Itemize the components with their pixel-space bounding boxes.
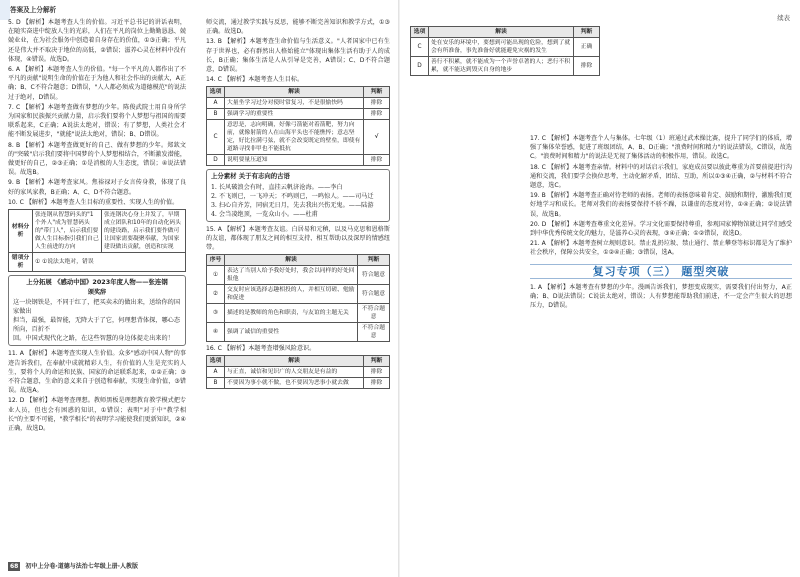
table-cell: 排除 [364, 155, 390, 166]
table-label-material: 材料分析 [9, 210, 33, 253]
table-row [207, 378, 390, 389]
ancient-title-label: 上分素材 [211, 172, 237, 181]
table-cell: 不符合题意 [358, 323, 390, 342]
table-row [207, 109, 390, 120]
extension-title-label: 上分拓展 [26, 278, 52, 287]
table-cell: 善行不积累，就不能成为一个声誉卓著的人；恶行不积累，就不能达到毁灭自身的地步 [429, 57, 574, 76]
extension-line: 回。中国式现代化之路，在这些智慧的身边体提走出来的！ [13, 335, 174, 343]
q14-table [206, 86, 390, 166]
answer-q16: 16. C 【解析】本题考查增强风险意识。 [206, 345, 316, 353]
extension-book-label: 《感动中国》2023年度人物——张连钢 [54, 278, 168, 287]
table-cell-material-a: 张连钢从智慧码头的"1个外人"成为智慧码头的"带门人"，启示我们要做人生目标指引我们自己人生前进的方向 [33, 210, 102, 253]
answer-q17: 17. C 【解析】本题考查个人与集体。七年级（1）班通过武术操比赛，提升了同学们的体质，增强了集体荣誉感，促进了班级团结，A、B、D正确；"浪费时间和精力"的说法错误，C错误，故选C。"浪费时间和精力"的说法是无视了集体活动的积极作用，错误。故选C。 [530, 135, 792, 161]
table-header: 解读 [225, 87, 364, 98]
table-row [207, 367, 390, 378]
table-cell: A [207, 367, 225, 378]
table-row [207, 323, 390, 342]
table-cell: 排除 [364, 367, 390, 378]
table-row [207, 120, 390, 155]
table-header: 判断 [364, 87, 390, 98]
ancient-quote: 4. 会当凌绝顶，一览众山小。——杜甫 [211, 210, 318, 218]
continued-label: 续表 [777, 14, 790, 22]
table-cell: C [411, 38, 429, 57]
extension-subtitle: 颁奖辞 [87, 289, 107, 297]
section-title: 复习专项（三） 题型突破 [530, 264, 792, 279]
q10-analysis-table [8, 209, 186, 272]
table-cell: 排除 [364, 109, 390, 120]
answer-q7: 7. C 【解析】本题考查做有梦想的少年。陈俊武院士用自身所学为国家和民族振兴贡献力量，启示我们要将个人梦想与祖国的需要联系起来，C正确；A说法太绝对，错误；有了梦想，人类社会才能不断发展进步，"就能"说法太绝对，错误；B、D错误。 [8, 103, 186, 139]
answer-q6: 6. A 【解析】本题考查人生的价值。"每一个平凡的人都作出了不平凡的贡献"说明生命的价值在于为他人和社会作出的贡献大，A正确；B、C不符合题意；D错误，"人人都必须成为道德模范"的说法过于绝对，D错误。 [8, 66, 186, 101]
table-header: 解读 [429, 27, 574, 38]
table-cell: 说明要量压道知 [225, 155, 364, 166]
answer-q5: 5. D 【解析】本题考查人生的价值。习近平总书记的讲话表明，在随实奋进中绽放人生的光彩，人们在平凡的岗位上勤勤恳恳、兢兢业业，在为社会服务中创造着自身存在的价值，①③正确；平凡还是伟大并不取决于地位的高低，②错误；滋养心灵在材料中没有体现，④错误。故选D。 [8, 19, 186, 63]
table-header: 序号 [207, 255, 225, 266]
answer-q18: 18. C 【解析】本题考查亲情。材料中的对话启示我们，家庭成员要以彼此尊重为首要前提进行沟通和交流，我们要学会换位思考，主动化解矛盾，团结、互助，所以①③④正确，②与材料不符合题意，选C。 [530, 163, 792, 190]
answer-q15: 15. A 【解析】本题考查友谊。白居易和元稹，以及马克思和恩格斯的友谊，都体现了朋友之间的相互支持、相互帮助以及深厚的情感纽带。 [206, 225, 390, 252]
answer-q13: 13. B 【解析】本题考查生命价值与生活意义。"人者国家中已有生存于世界也，必有群然出人格始能立"体现出集体生活有助于人的成长，B正确；集体生活是人从引导是完善，A错误；C、D不符合题意，D错误。 [206, 38, 390, 74]
table-row [411, 57, 600, 76]
ancient-quote: 2. 不飞则已，一飞冲天；不鸣则已，一鸣惊人。——司马迁 [211, 192, 374, 200]
table-row [207, 155, 390, 166]
page-header-title: 答案及上分解析 [10, 6, 57, 14]
table-cell: 符合题意 [358, 285, 390, 304]
table-cell: √ [364, 120, 390, 155]
table-cell: 表达了当别人给予我好处时，我会以同样的好处回报他 [225, 266, 358, 285]
table-header: 解读 [225, 255, 358, 266]
book-title: 初中上分卷·道德与法治七年级上册·人教版 [25, 563, 139, 570]
table-cell: ④ [207, 323, 225, 342]
table-cell: 排除 [574, 57, 600, 76]
answer-q21: 21. A 【解析】本题考查树立规则意识。禁止乱扔垃圾、禁止通行、禁止攀登等标识都是为了维护社会秩序，保障公共安全，①②④正确；③错误，选A。 [530, 240, 792, 257]
page-number: 68 [10, 563, 19, 570]
answer-q14: 14. C 【解析】本题考查人生目标。 [206, 76, 304, 84]
right-column-2 [530, 134, 792, 311]
answer-q19: 19. B 【解析】本题考查正确对待老师的表扬。老师的表扬意味着肯定、鼓励和期待，激励我们更好地学习和成长。老师对我们的表扬要保持不骄不躁，以谦虚的态度对待，①④正确；②说法错误，故选B。 [530, 192, 792, 218]
table-cell-material-b: 张连钢决心身上并发了，早期成立团队和10年的自动化码头的建设路，启示我们要作做可让国家需要凝聚奉献，为国家建设做出贡献，创造和实现 [102, 210, 186, 253]
extension-line: 担当，最强，最智能，无降大于了它，何理想背体探，哪心态所向，百折不 [13, 317, 181, 334]
extension-title [13, 278, 181, 287]
table-cell: B [207, 109, 225, 120]
table-header: 判断 [358, 255, 390, 266]
table-header: 选项 [207, 87, 225, 98]
table-cell: 与正直，诚信和见识广的人交朋友是有益的 [225, 367, 364, 378]
answer-q8: 8. B 【解析】本题考查做更好的自己、做有梦想的少年。郑欽文的"突破"启示我们要将中国梦的个人梦想相结合，不断激发潜能，做更好的自己，②③正确；①是消极的人生态度，错误；④说法错误。故选B。 [8, 141, 186, 177]
ancient-quote: 3. 扫心自齐芳，同宿无日月，先去我出兴伤无鬼。——陆游 [211, 201, 374, 209]
table-cell: C [207, 120, 225, 155]
table-header: 判断 [364, 356, 390, 367]
table-cell: B [207, 378, 225, 389]
table-header: 解读 [225, 356, 364, 367]
left-column-2 [206, 18, 390, 391]
table-label-error: 错项分析 [9, 253, 33, 272]
extension-line: 这一块钢铁是，不同于红了，把买卖未的做出来，送给你的国家做出 [13, 299, 181, 316]
table-cell: D [411, 57, 429, 76]
answer-q11: 11. A 【解析】本题考查实现人生价值。众多"感动中国人物"的事迹告诉我们，在奉献中成就精彩人生，有价值的人生是充实的人生，要将个人的命运和民族、国家的命运联系起来，①②正确；③不符合题意，生命的意义来自于创造和奉献，实现生命价值，③错误。故选A。 [8, 350, 186, 395]
left-column-1 [8, 18, 186, 434]
table-cell: 符合题意 [358, 266, 390, 285]
ancient-quote: 1. 长风破浪会有时，直挂云帆济沧海。——李白 [211, 183, 343, 191]
right-page [400, 0, 800, 577]
table-row [207, 98, 390, 109]
answer-q20: 20. D 【解析】本题考查尊重文化差异。学习文化需要保持尊重，参观国家博物馆就让同学们感受到中华优秀传统文化的魅力，是滋养心灵的表现，③④正确；①②错误，故选D。 [530, 220, 793, 238]
table-header: 判断 [574, 27, 600, 38]
ancient-quotes-title [211, 172, 385, 181]
ancient-quotes-box [206, 169, 390, 221]
table-cell: 强调了诚信的重要性 [225, 323, 358, 342]
table-cell: 描述的是教师的角色和职责，与友谊的主题无关 [225, 304, 358, 323]
table-cell: ③ [207, 304, 225, 323]
header-decoration [0, 0, 10, 20]
answer-r1: 1. A 【解析】本题考查有梦想的少年。漫画告诉我们，梦想变成现实，需要我们付出努力，A正确；B、D说法错误；C说法太绝对，错误；人有梦想能帮助我们前进，不一定会产生很大的思想压力，D错误。 [530, 283, 792, 310]
table-cell: 交友时应该选择志趣相投的人，并相互切磋、勉励和促进 [225, 285, 358, 304]
table-cell: 意思是，志向明确，好像弓箭能对着箭靶，努力向前，就像射箭的人在山海平头也不能憔悴；意志坚定，好比拉满弓弦，就不会改变既定的壁垒，即使有道路寻找非甲也不能抵抗 [225, 120, 364, 155]
answer-q9: 9. B 【解析】本题考查家风。焦裕禄对子女言传身教，体现了良好的家风家教，B正确；A、C、D不符合题意。 [8, 179, 186, 196]
table-cell: 正确 [574, 38, 600, 57]
q16-table [206, 355, 390, 389]
table-cell: 处在安乐的环境中，要想到可能出现的危险，想到了就会有所准备，事先准备好就能避免灾祸的发生 [429, 38, 574, 57]
table-cell: 排除 [364, 98, 390, 109]
answer-q10: 10. C 【解析】本题考查人生目标的重要性、实现人生的价值。 [8, 198, 179, 206]
table-cell: ① [207, 266, 225, 285]
table-cell: 强调学习的重要性 [225, 109, 364, 120]
answer-q12: 12. D 【解析】本题考查理想。教师黑板是理想教育教学模式把专业人员，但也会有困惑的知识，①错误；表明"对于中"教学相长"的主要不可能，"教学相长"的表明学习能使我们更新知识，②④正确，故选D。 [8, 397, 186, 433]
page-footer [8, 562, 138, 571]
table-row [411, 38, 600, 57]
table-row [207, 266, 390, 285]
table-cell: 不要因为事小就不做，也不要因为恶事小就去做 [225, 378, 364, 389]
ancient-subtitle-label: 关于有志向的古语 [238, 172, 290, 181]
table-header: 选项 [411, 27, 429, 38]
table-row [207, 285, 390, 304]
table-cell-error: ① ①说法太绝对，错误 [33, 253, 186, 272]
table-cell: A [207, 98, 225, 109]
table-row [207, 304, 390, 323]
right-column-1 [410, 24, 600, 78]
table-cell: ② [207, 285, 225, 304]
table-cell: D [207, 155, 225, 166]
table-cell: 排除 [364, 378, 390, 389]
extension-box [8, 275, 186, 346]
table-cell: 不符合题意 [358, 304, 390, 323]
table-header: 选项 [207, 356, 225, 367]
table-cell: 大量坐学习过分对使时常复习，不是很愉快吗 [225, 98, 364, 109]
q15-table [206, 254, 390, 342]
answer-q12-cont: 师交流，通过教学实践与反思，能够不断完善知识和教学方式，①③正确。故选D。 [206, 19, 390, 36]
q16-table-continued [410, 26, 600, 76]
